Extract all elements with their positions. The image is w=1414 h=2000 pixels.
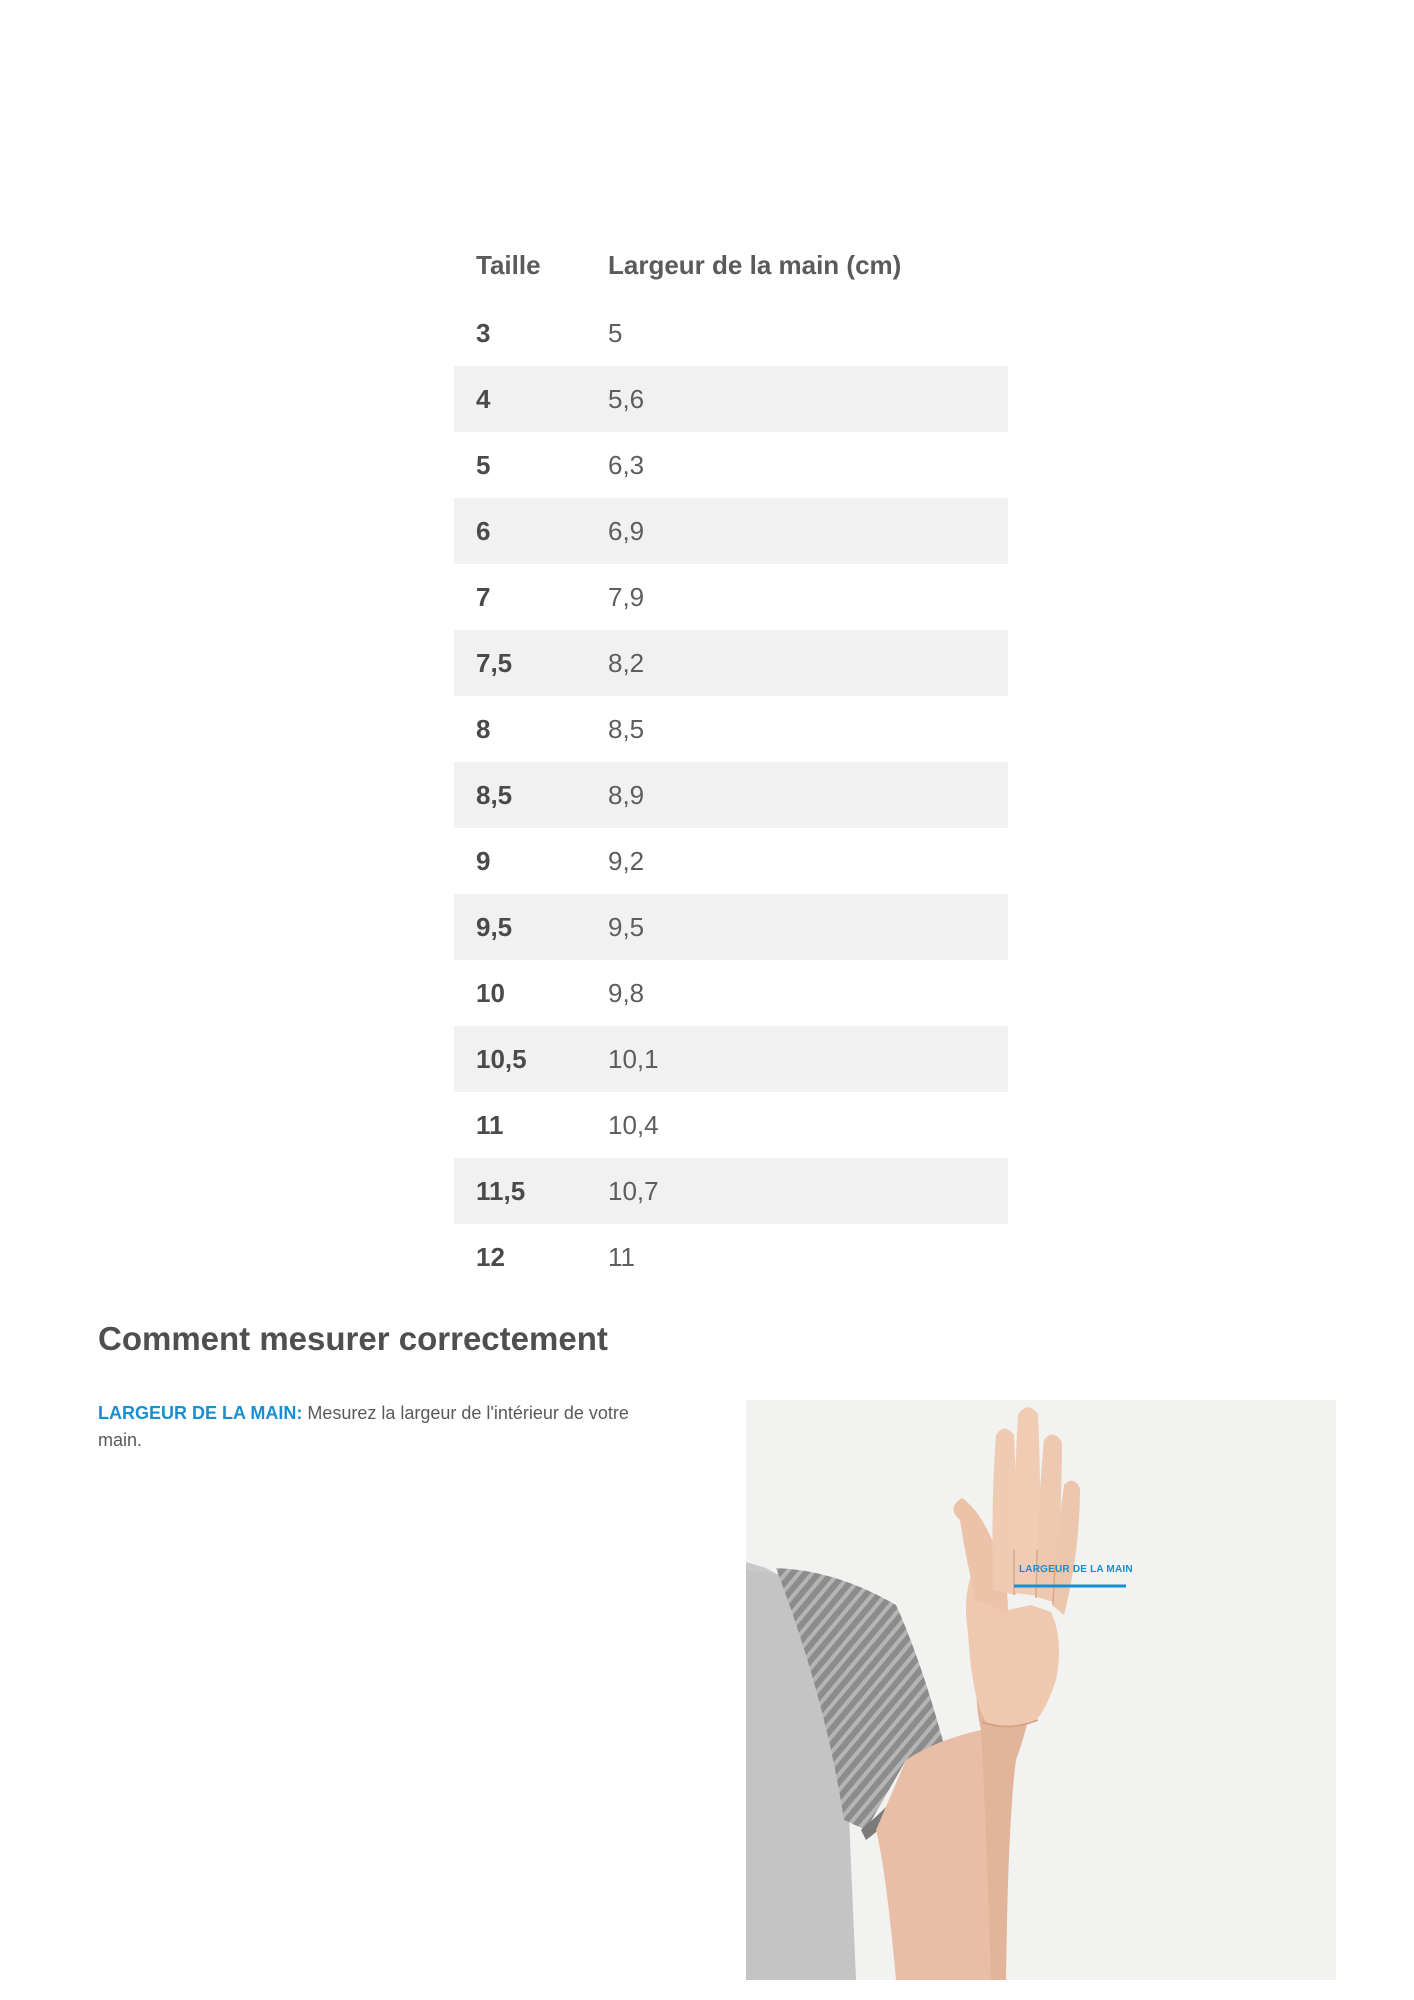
size-cell: 9,5 — [476, 911, 513, 942]
size-cell: 8,5 — [476, 779, 513, 810]
howto-description-text: Mesurez la largeur de l'intérieur de votre main. — [98, 1403, 629, 1450]
size-table-row — [454, 762, 1008, 828]
hand-width-cell: 10,4 — [608, 1109, 659, 1140]
size-table-row — [454, 630, 1008, 696]
size-table-row — [454, 696, 1008, 762]
size-cell: 11,5 — [476, 1175, 526, 1206]
photo-measure-label: LARGEUR DE LA MAIN — [1019, 1564, 1133, 1575]
size-table-body — [454, 300, 1008, 1290]
size-table-row — [454, 960, 1008, 1026]
hand-width-cell: 8,9 — [608, 779, 645, 810]
size-table-row — [454, 300, 1008, 366]
hand-width-cell: 8,2 — [608, 647, 645, 678]
size-cell: 12 — [476, 1241, 505, 1272]
size-table-row — [454, 498, 1008, 564]
size-cell: 6 — [476, 515, 491, 546]
hand-measurement-photo — [746, 1400, 1336, 1980]
hand-width-cell: 9,8 — [608, 977, 645, 1008]
howto-title: Comment mesurer correctement — [98, 1320, 608, 1357]
size-cell: 11 — [476, 1109, 504, 1140]
size-cell: 7,5 — [476, 647, 513, 678]
hand-width-cell: 6,3 — [608, 449, 645, 480]
size-table-row — [454, 1026, 1008, 1092]
hand-width-cell: 10,1 — [608, 1043, 659, 1074]
size-table — [454, 230, 1008, 1290]
hand-width-cell: 6,9 — [608, 515, 645, 546]
size-cell: 10,5 — [476, 1043, 527, 1074]
size-table-row — [454, 432, 1008, 498]
size-cell: 7 — [476, 581, 491, 612]
size-cell: 8 — [476, 713, 491, 744]
howto-description — [98, 1400, 658, 1454]
size-column-header: Taille — [476, 249, 541, 280]
size-table-row — [454, 894, 1008, 960]
size-table-row — [454, 564, 1008, 630]
hand-illustration — [746, 1400, 1336, 1980]
size-cell: 4 — [476, 383, 491, 414]
size-cell: 5 — [476, 449, 491, 480]
size-table-row — [454, 1158, 1008, 1224]
width-column-header: Largeur de la main (cm) — [608, 249, 902, 280]
size-cell: 9 — [476, 845, 491, 876]
hand-width-cell: 10,7 — [608, 1175, 659, 1206]
hand-width-cell: 11 — [608, 1241, 635, 1272]
size-table-row — [454, 366, 1008, 432]
hand-width-cell: 8,5 — [608, 713, 645, 744]
size-table-row — [454, 1224, 1008, 1290]
hand-width-cell: 7,9 — [608, 581, 645, 612]
howto-term: LARGEUR DE LA MAIN: — [98, 1403, 303, 1423]
size-table-row — [454, 1092, 1008, 1158]
size-cell: 3 — [476, 317, 491, 348]
size-cell: 10 — [476, 977, 505, 1008]
hand-width-cell: 5 — [608, 317, 623, 348]
size-table-row — [454, 828, 1008, 894]
size-table-header-row — [454, 230, 1008, 300]
hand-width-cell: 5,6 — [608, 383, 645, 414]
hand-width-cell: 9,5 — [608, 911, 645, 942]
hand-width-cell: 9,2 — [608, 845, 645, 876]
